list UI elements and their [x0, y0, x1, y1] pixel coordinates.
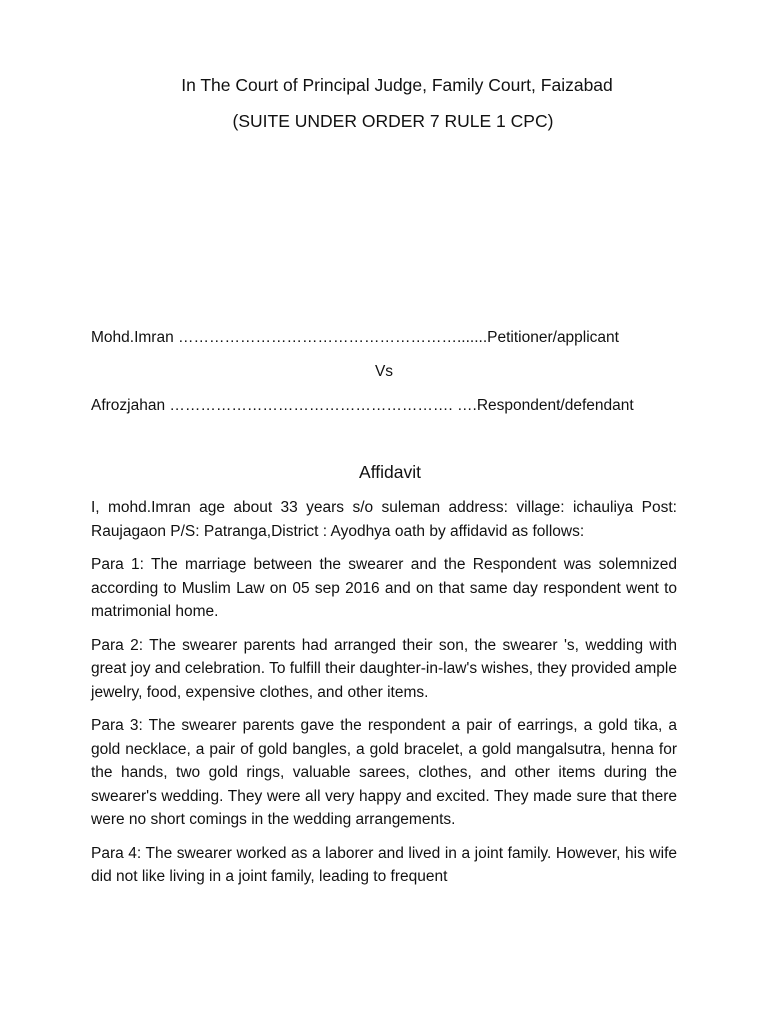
- affidavit-body: [91, 496, 677, 899]
- para-1: Para 1: The marriage between the swearer and the Respondent was solemnized according to Muslim Law on 05 sep 2016 and on that same day respondent went to matrimonial home.: [91, 556, 677, 620]
- court-title: In The Court of Principal Judge, Family Court, Faizabad: [181, 75, 613, 95]
- versus-label: Vs: [374, 363, 394, 380]
- affidavit-intro: I, mohd.Imran age about 33 years s/o suleman address: village: ichauliya Post: Raujagaon P/S: Patranga,District : Ayodhya oath by affidavid as follows:: [91, 499, 677, 540]
- respondent-line: Afrozjahan ………………………………………………. ….Respondent/defendant: [91, 397, 634, 414]
- para-2: Para 2: The swearer parents had arranged their son, the swearer 's, wedding with great joy and celebration. To fulfill their daughter-in-law's wishes, they provided ample jewelry, food, expensive clothes, and other items.: [91, 636, 677, 701]
- petitioner-line: Mohd.Imran ……………………………………………….......Petitioner/applicant: [91, 329, 619, 346]
- para-3: Para 3: The swearer parents gave the respondent a pair of earrings, a gold tika, a gold necklace, a pair of gold bangles, a gold bracelet, a gold mangalsutra, henna for the hands, two gold rings, valuable sarees, clothes, and other items during the swearer's wedding. They were all very happy and excited. They made sure that there were no short comings in the wedding arrangements.: [91, 717, 677, 828]
- affidavit-heading: Affidavit: [359, 462, 421, 482]
- para-4: Para 4: The swearer worked as a laborer and lived in a joint family. However, his wife did not like living in a joint family, leading to frequent: [91, 844, 677, 885]
- suit-title: (SUITE UNDER ORDER 7 RULE 1 CPC): [232, 111, 554, 131]
